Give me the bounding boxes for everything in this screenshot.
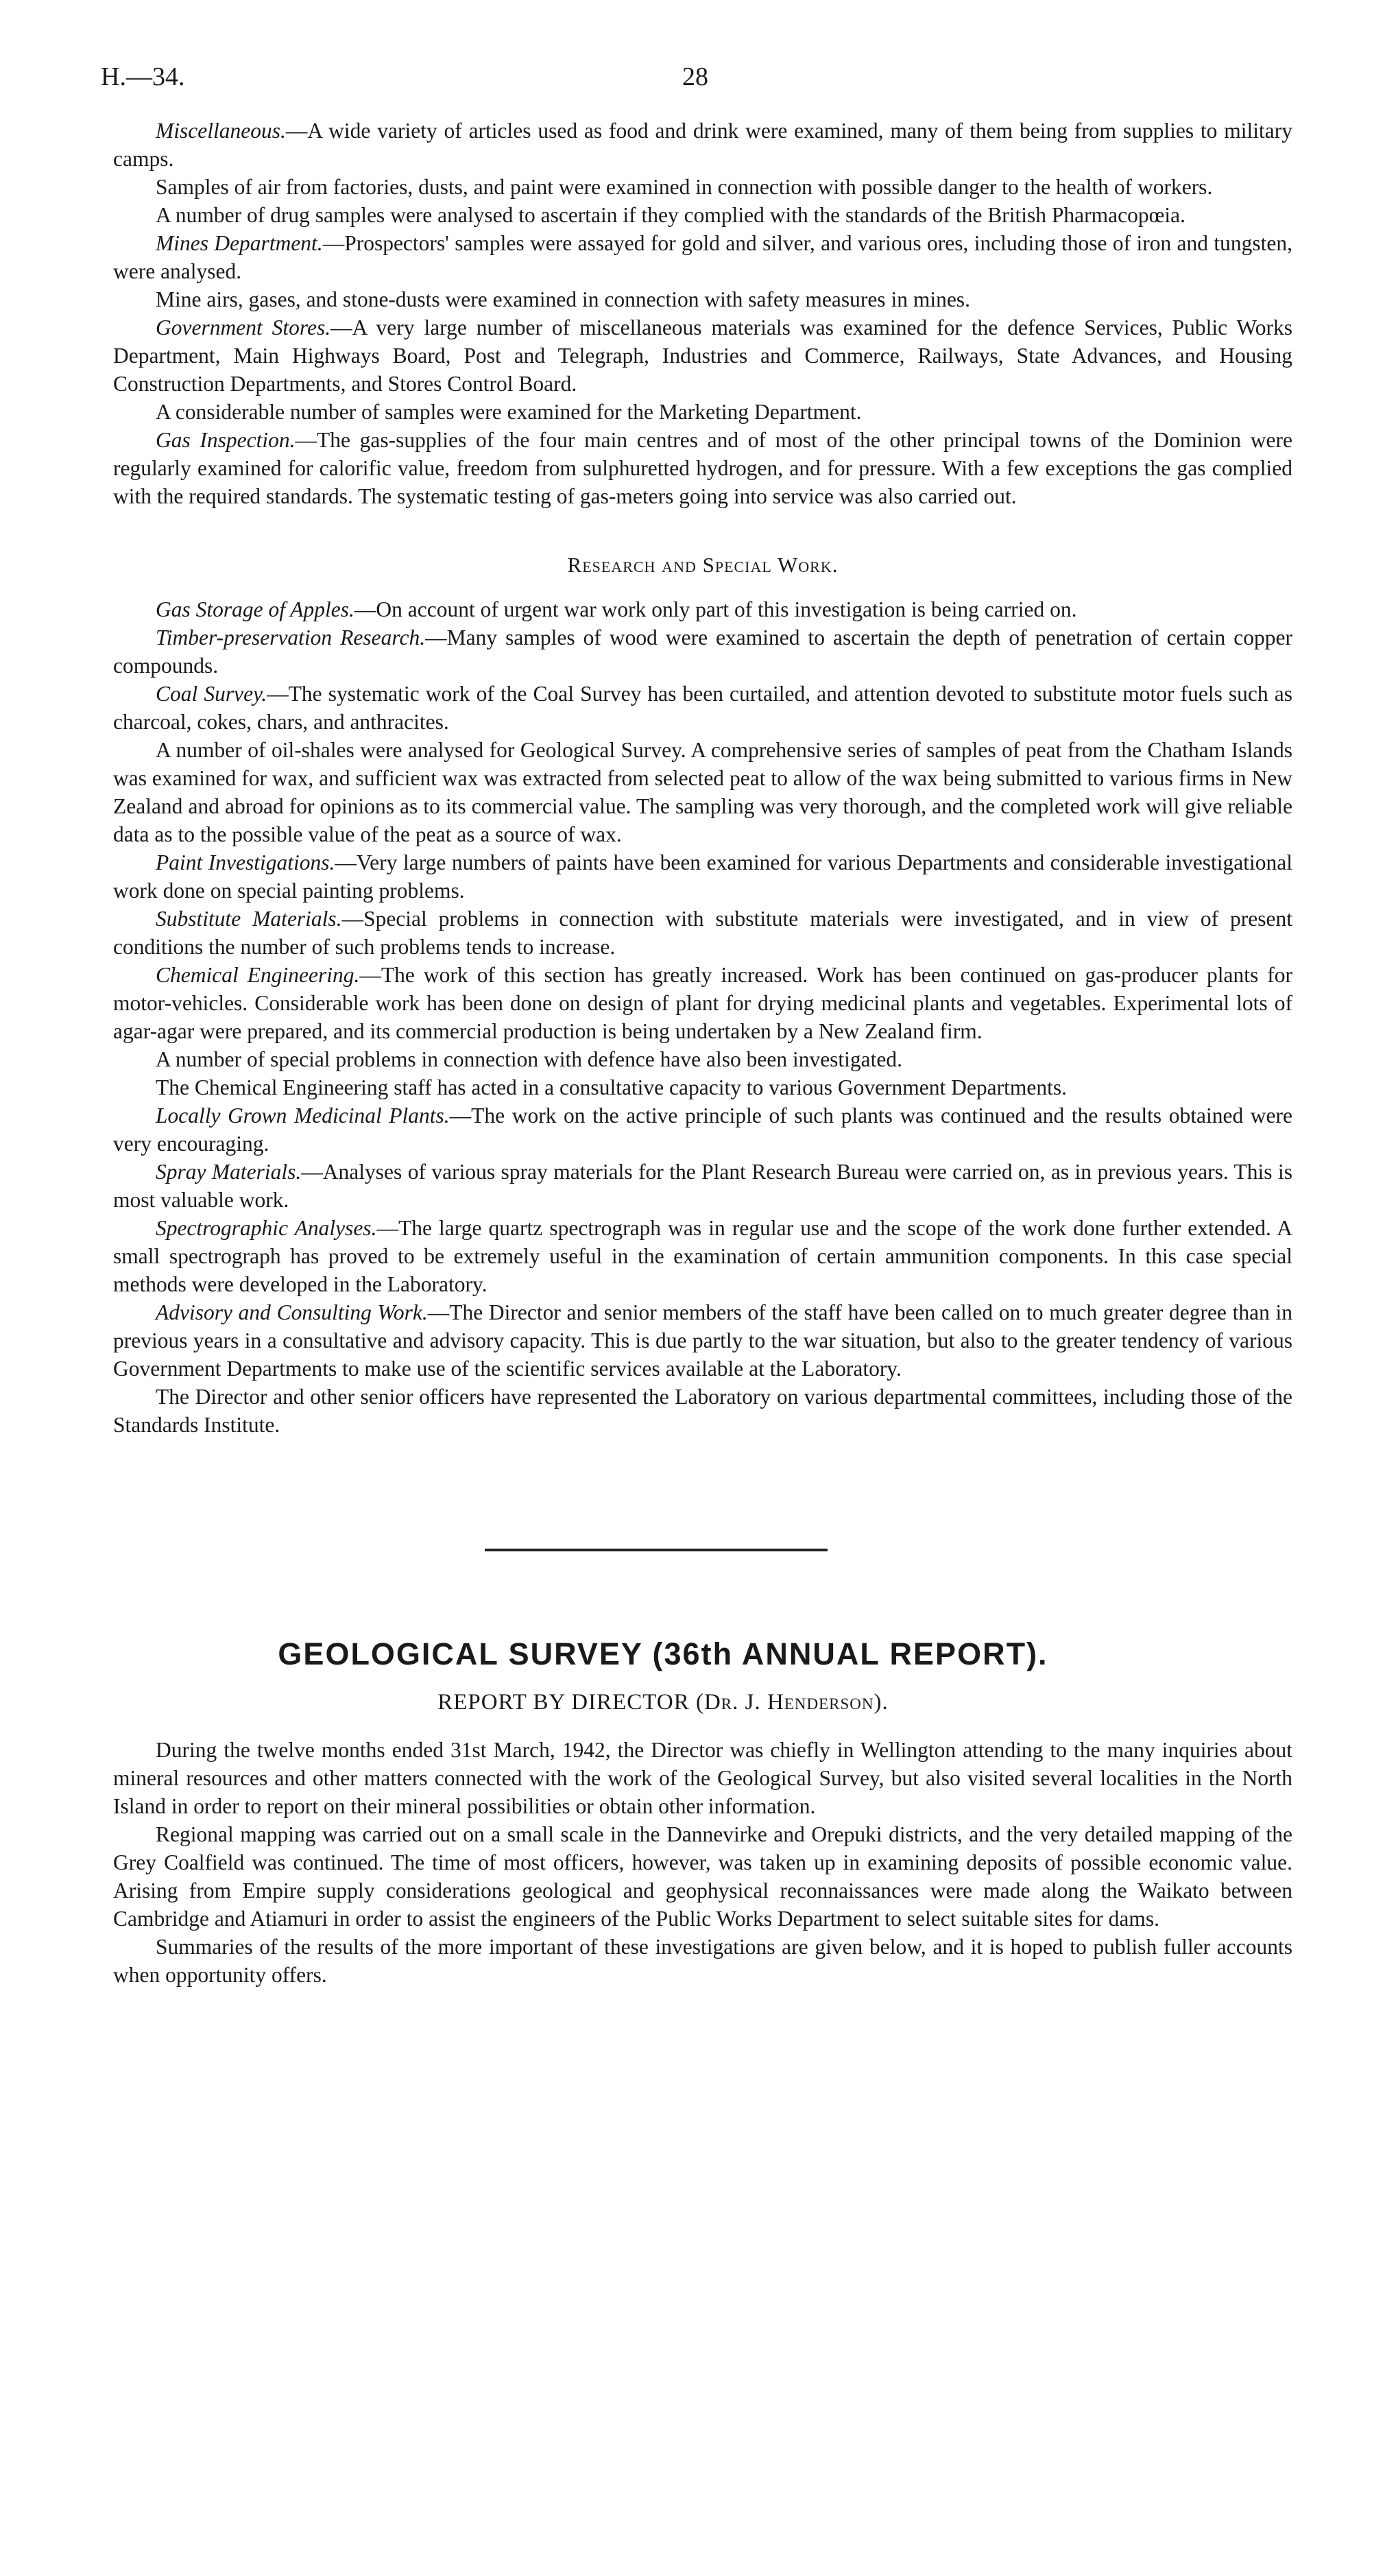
paragraph-text: A considerable number of samples were examined for the Marketing Department. bbox=[156, 400, 862, 424]
paragraph-text: The Director and other senior officers have represented the Laboratory on various departmental committees, including those of the Standards Institute. bbox=[113, 1385, 1292, 1437]
report-subtitle bbox=[73, 1690, 1253, 1715]
paragraph bbox=[113, 680, 1292, 736]
paragraph bbox=[113, 117, 1292, 173]
paragraph-text: A number of drug samples were analysed to ascertain if they complied with the standards of the British Pharmacopœia. bbox=[156, 203, 1185, 227]
paragraph-lead: Spectrographic Analyses. bbox=[156, 1216, 377, 1240]
paragraph-text: —The Director and senior members of the staff have been called on to much greater degree than in previous years in a consultative and advisory capacity. This is due partly to the war situation, but also to the greater tendency of various Government Departments to make use of the scientific services available at the Laboratory. bbox=[113, 1300, 1293, 1381]
paragraph-text: A number of special problems in connection with defence have also been investigated. bbox=[156, 1047, 903, 1071]
paragraph-text: —The large quartz spectrograph was in regular use and the scope of the work done further extended. A small spectrograph has proved to be extremely useful in the examination of certain ammunition components. In this case special methods were developed in the Laboratory. bbox=[113, 1216, 1293, 1296]
paragraph bbox=[113, 1933, 1292, 1989]
paragraph bbox=[113, 736, 1292, 848]
paragraph-text: —The systematic work of the Coal Survey has been curtailed, and attention devoted to substitute motor fuels such as charcoal, cokes, chars, and anthracites. bbox=[113, 682, 1292, 734]
paragraph-text: The Chemical Engineering staff has acted in a consultative capacity to various Government Departments. bbox=[156, 1075, 1067, 1099]
paragraph bbox=[113, 595, 1292, 623]
paragraph-lead: Miscellaneous. bbox=[156, 119, 286, 143]
paragraph bbox=[113, 313, 1292, 398]
paragraph bbox=[113, 285, 1292, 313]
horizontal-divider bbox=[485, 1549, 828, 1551]
paragraph bbox=[113, 1214, 1292, 1298]
paragraph bbox=[113, 623, 1292, 680]
paragraph-lead: Advisory and Consulting Work. bbox=[156, 1300, 428, 1324]
paragraph-lead: Gas Inspection. bbox=[156, 428, 296, 452]
paragraph bbox=[113, 961, 1292, 1045]
paragraph-lead: Spray Materials. bbox=[156, 1160, 302, 1184]
paragraph-text: —Very large numbers of paints have been examined for various Departments and considerable investigational work done on special painting problems. bbox=[113, 850, 1292, 903]
paragraph bbox=[113, 173, 1292, 201]
paragraph-text: During the twelve months ended 31st March, 1942, the Director was chiefly in Wellington attending to the many inquiries about mineral resources and other matters connected with the work of the Geological Survey, but also visited several localities in the North Island in order to report on their mineral possibilities or obtain other information. bbox=[113, 1738, 1292, 1818]
subtitle-end: ). bbox=[874, 1690, 889, 1715]
section-heading-research: Research and Special Work. bbox=[567, 553, 839, 577]
paragraph-text: —A very large number of miscellaneous materials was examined for the defence Services, Public Works Department, Main Highways Board, Post and Telegraph, Industries and Commerce, Railways, State Advances, and Housing Construction Departments, and Stores Control Board. bbox=[113, 315, 1292, 396]
paragraph bbox=[113, 1820, 1292, 1933]
paragraph-lead: Gas Storage of Apples. bbox=[156, 597, 354, 621]
paragraph-text: —Many samples of wood were examined to ascertain the depth of penetration of certain copper compounds. bbox=[113, 625, 1293, 678]
paragraph bbox=[113, 848, 1292, 905]
paragraph-text: Mine airs, gases, and stone-dusts were examined in connection with safety measures in mines. bbox=[156, 287, 970, 311]
paragraph bbox=[113, 229, 1292, 285]
document-reference: H.—34. bbox=[101, 62, 185, 91]
section1-paragraphs bbox=[113, 117, 1292, 510]
paragraph bbox=[113, 1298, 1292, 1383]
paragraph-lead: Locally Grown Medicinal Plants. bbox=[156, 1104, 450, 1128]
paragraph-lead: Substitute Materials. bbox=[156, 907, 342, 931]
paragraph-lead: Coal Survey. bbox=[156, 682, 267, 706]
paragraph-text: —Prospectors' samples were assayed for gold and silver, and various ores, including those of iron and tungsten, were analysed. bbox=[113, 231, 1293, 283]
paragraph bbox=[113, 1383, 1292, 1439]
paragraph bbox=[113, 1158, 1292, 1214]
paragraph-lead: Mines Department. bbox=[156, 231, 323, 255]
paragraph-text: —The work of this section has greatly increased. Work has been continued on gas-producer plants for motor-vehicles. Considerable work has been done on design of plant for drying medicinal plants and vegetables. Experimental lots of agar-agar were prepared, and its commercial production is being undertaken by a New Zealand firm. bbox=[113, 963, 1292, 1043]
paragraph-text: Summaries of the results of the more important of these investigations are given below, and it is hoped to publish fuller accounts when opportunity offers. bbox=[113, 1935, 1292, 1987]
subtitle-main: REPORT BY DIRECTOR ( bbox=[437, 1690, 704, 1715]
paragraph bbox=[113, 1073, 1292, 1101]
section2-paragraphs bbox=[113, 595, 1292, 1439]
paragraph bbox=[113, 905, 1292, 961]
paragraph-text: —A wide variety of articles used as food and drink were examined, many of them being from supplies to military camps. bbox=[113, 119, 1292, 171]
document-page bbox=[101, 62, 1293, 1989]
page-number: 28 bbox=[682, 62, 708, 91]
paragraph-text: Regional mapping was carried out on a small scale in the Dannevirke and Orepuki districts, and the very detailed mapping of the Grey Coalfield was continued. The time of most officers, however, was taken up in examining deposits of possible economic value. Arising from Empire supply considerations geological and geophysical reconnaissances were made along the Waikato between Cambridge and Atiamuri in order to assist the engineers of the Public Works Department to select suitable sites for dams. bbox=[113, 1822, 1292, 1931]
geological-survey-title: GEOLOGICAL SURVEY (36th ANNUAL REPORT). bbox=[278, 1636, 1048, 1671]
paragraph bbox=[113, 426, 1292, 510]
paragraph-text: —Special problems in connection with substitute materials were investigated, and in view of present conditions the number of such problems tends to increase. bbox=[113, 907, 1292, 959]
paragraph-text: —The work on the active principle of such plants was continued and the results obtained were very encouraging. bbox=[113, 1104, 1292, 1156]
paragraph bbox=[113, 1101, 1292, 1158]
paragraph-text: A number of oil-shales were analysed for Geological Survey. A comprehensive series of samples of peat from the Chatham Islands was examined for wax, and sufficient wax was extracted from selected peat to allow of the wax being submitted to various firms in New Zealand and abroad for opinions as to its commercial value. The sampling was very thorough, and the completed work will give reliable data as to the possible value of the peat as a source of wax. bbox=[113, 738, 1292, 846]
section-laboratory-work bbox=[113, 117, 1292, 1439]
paragraph-text: —Analyses of various spray materials for the Plant Research Bureau were carried on, as in previous years. This is most valuable work. bbox=[113, 1160, 1293, 1212]
paragraph-lead: Timber-preservation Research. bbox=[156, 625, 426, 649]
paragraph-text: —On account of urgent war work only part of this investigation is being carried on. bbox=[354, 597, 1077, 621]
geological-paragraphs bbox=[113, 1736, 1292, 1989]
paragraph bbox=[113, 398, 1292, 426]
paragraph-lead: Chemical Engineering. bbox=[156, 963, 360, 987]
page-header bbox=[101, 62, 1292, 110]
paragraph-lead: Government Stores. bbox=[156, 315, 331, 339]
director-name: Dr. J. Henderson bbox=[703, 1690, 874, 1715]
paragraph-text: —The gas-supplies of the four main centres and of most of the other principal towns of the Dominion were regularly examined for calorific value, freedom from sulphuretted hydrogen, and for pressure. With a few exceptions the gas complied with the required standards. The systematic testing of gas-meters going into service was also carried out. bbox=[113, 428, 1292, 508]
paragraph-lead: Paint Investigations. bbox=[156, 850, 335, 874]
paragraph bbox=[113, 1045, 1292, 1073]
paragraph-text: Samples of air from factories, dusts, and paint were examined in connection with possible danger to the health of workers. bbox=[156, 175, 1213, 199]
paragraph bbox=[113, 1736, 1292, 1820]
paragraph bbox=[113, 201, 1292, 229]
